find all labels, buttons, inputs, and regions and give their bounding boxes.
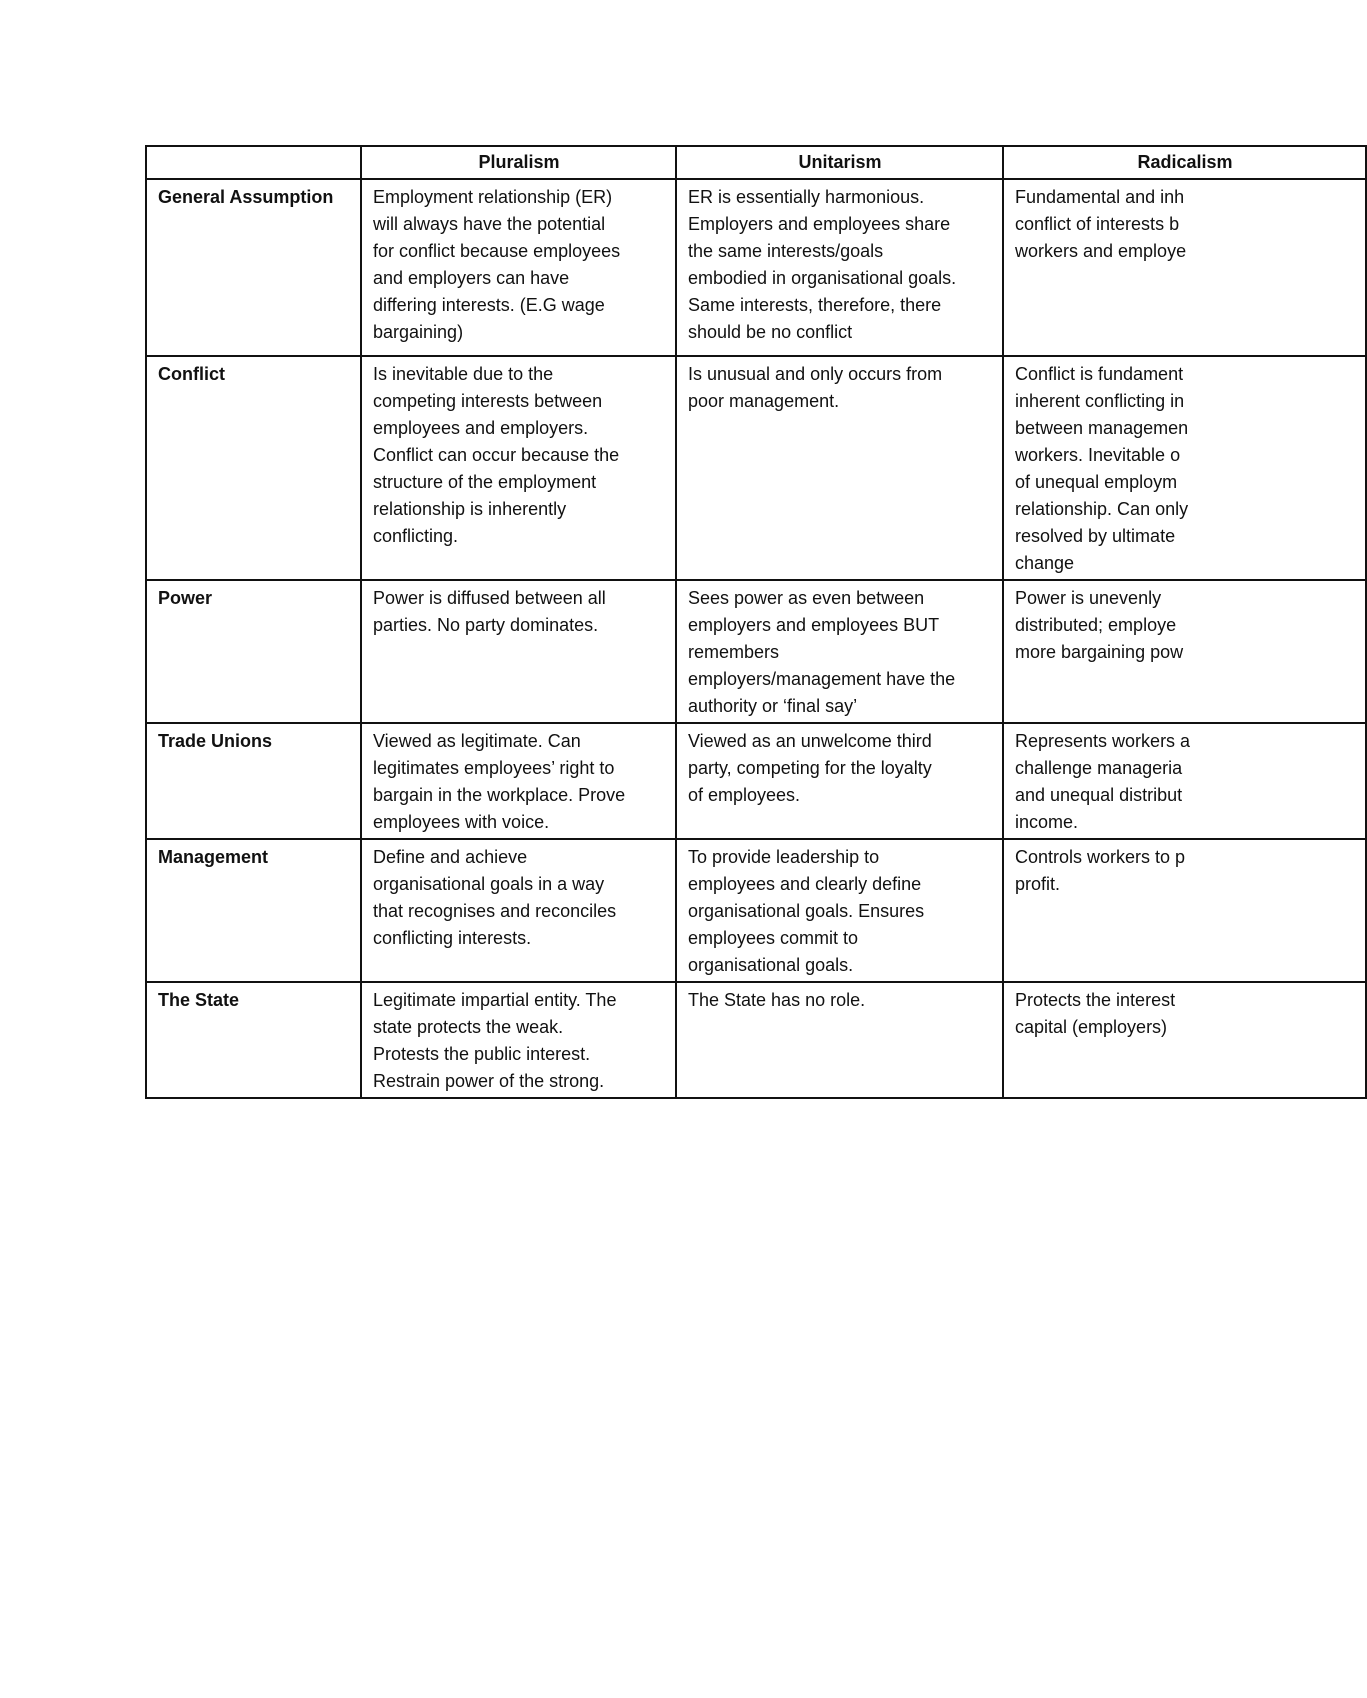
header-pluralism: Pluralism bbox=[361, 146, 676, 179]
table-header-row bbox=[146, 146, 1366, 179]
pluralism-cell: Define and achieve organisational goals in a way that recognises and reconciles conflicting interests. bbox=[361, 839, 676, 982]
unitarism-cell: Is unusual and only occurs from poor management. bbox=[676, 356, 1003, 580]
row-label: Power bbox=[146, 580, 361, 723]
unitarism-cell: The State has no role. bbox=[676, 982, 1003, 1098]
unitarism-cell: To provide leadership to employees and clearly define organisational goals. Ensures employees commit to organisational goals. bbox=[676, 839, 1003, 982]
header-unitarism: Unitarism bbox=[676, 146, 1003, 179]
radicalism-cell: Fundamental and inh conflict of interests b workers and employe bbox=[1003, 179, 1366, 356]
table-row bbox=[146, 839, 1366, 982]
comparison-table bbox=[145, 145, 1367, 1099]
pluralism-cell: Viewed as legitimate. Can legitimates employees’ right to bargain in the workplace. Prove employees with voice. bbox=[361, 723, 676, 839]
row-label: The State bbox=[146, 982, 361, 1098]
pluralism-cell: Power is diffused between all parties. No party dominates. bbox=[361, 580, 676, 723]
table-row bbox=[146, 580, 1366, 723]
pluralism-cell: Employment relationship (ER) will always have the potential for conflict because employees and employers can have differing interests. (E.G wage bargaining) bbox=[361, 179, 676, 356]
row-label: Management bbox=[146, 839, 361, 982]
table-row bbox=[146, 723, 1366, 839]
table-row bbox=[146, 982, 1366, 1098]
unitarism-cell: Sees power as even between employers and employees BUT remembers employers/management have the authority or ‘final say’ bbox=[676, 580, 1003, 723]
unitarism-cell: ER is essentially harmonious. Employers and employees share the same interests/goals embodied in organisational goals. Same interests, therefore, there should be no conflict bbox=[676, 179, 1003, 356]
row-label: Trade Unions bbox=[146, 723, 361, 839]
radicalism-cell: Conflict is fundament inherent conflicting in between managemen workers. Inevitable o of unequal employm relationship. Can only resolved by ultimate change bbox=[1003, 356, 1366, 580]
row-label: Conflict bbox=[146, 356, 361, 580]
radicalism-cell: Represents workers a challenge manageria and unequal distribut income. bbox=[1003, 723, 1366, 839]
radicalism-cell: Power is unevenly distributed; employe more bargaining pow bbox=[1003, 580, 1366, 723]
header-empty-cell bbox=[146, 146, 361, 179]
table-row bbox=[146, 179, 1366, 356]
row-label: General Assumption bbox=[146, 179, 361, 356]
radicalism-cell: Controls workers to p profit. bbox=[1003, 839, 1366, 982]
pluralism-cell: Is inevitable due to the competing interests between employees and employers. Conflict can occur because the structure of the employment relationship is inherently conflicting. bbox=[361, 356, 676, 580]
pluralism-cell: Legitimate impartial entity. The state protects the weak. Protests the public interest. Restrain power of the strong. bbox=[361, 982, 676, 1098]
header-radicalism: Radicalism bbox=[1003, 146, 1366, 179]
radicalism-cell: Protects the interest capital (employers) bbox=[1003, 982, 1366, 1098]
table-row bbox=[146, 356, 1366, 580]
unitarism-cell: Viewed as an unwelcome third party, competing for the loyalty of employees. bbox=[676, 723, 1003, 839]
